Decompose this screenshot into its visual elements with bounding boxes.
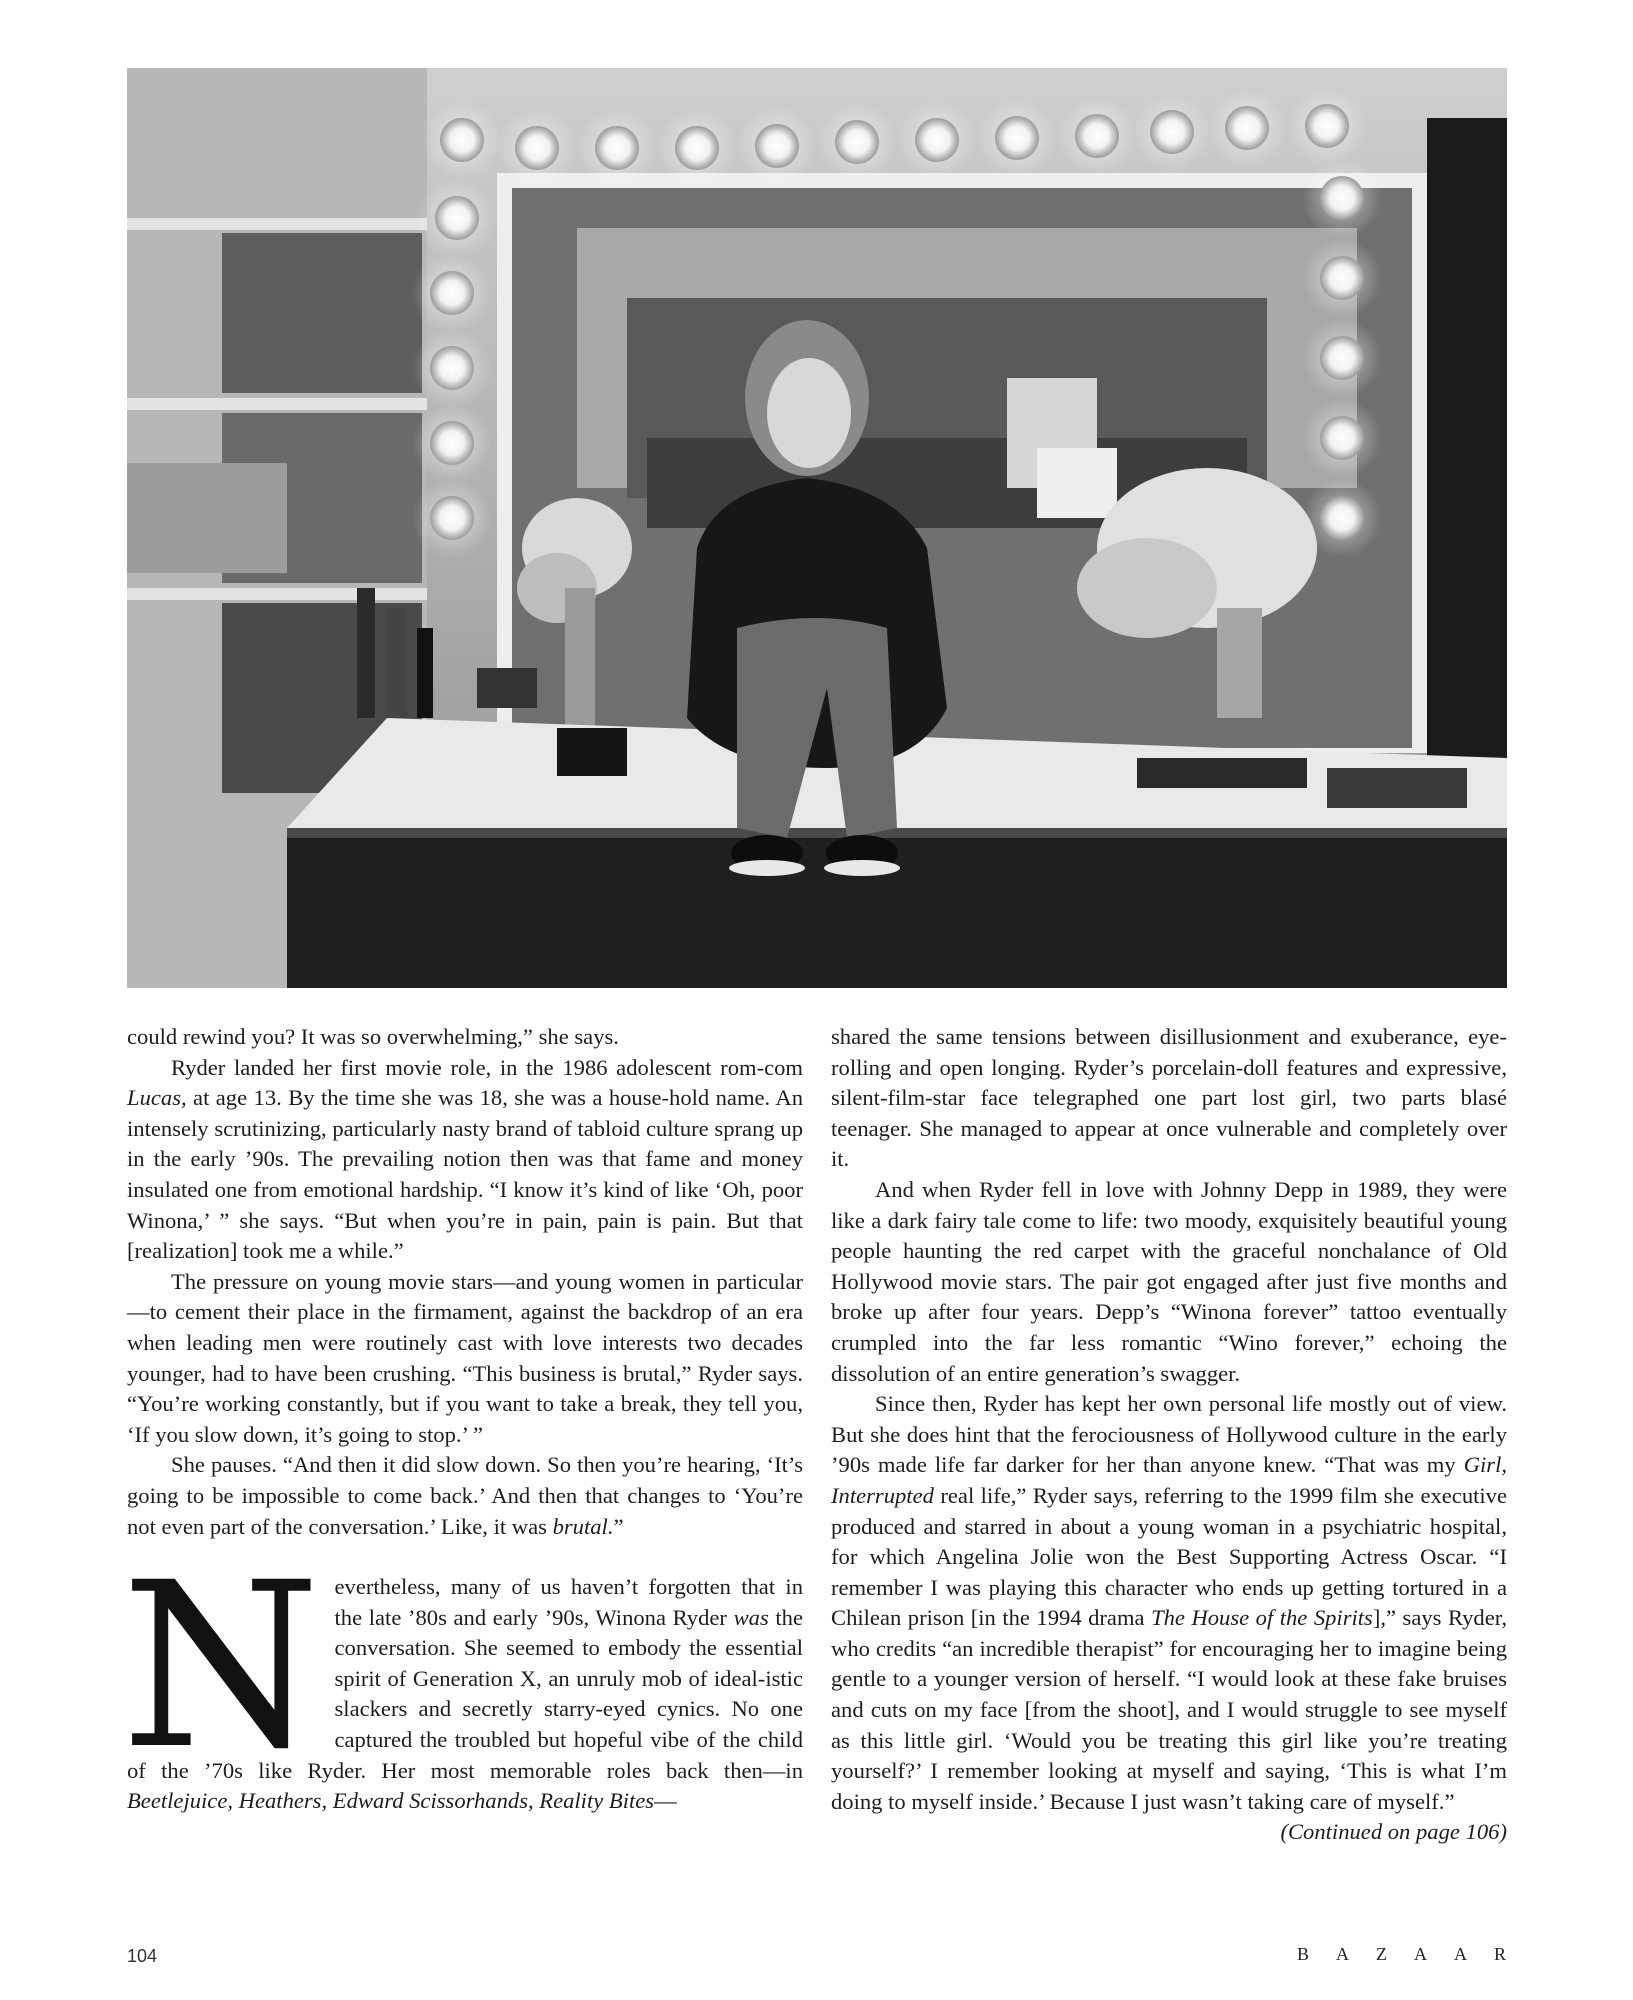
paragraph: And when Ryder fell in love with Johnny Depp in 1989, they were like a dark fairy tale come to life: two moody, exquisitely beautiful young people haunting the red carpet with the graceful nonchalance of Old Hollywood movie stars. The pair got engaged after just five months and broke up after four years. Depp’s “Winona forever” tattoo eventually crumpled into the far less romantic “Wino forever,” echoing the dissolution of an entire generation’s swagger. <box>831 1176 1507 1386</box>
article-left-column <box>121 1022 803 1817</box>
paragraph: could rewind you? It was so overwhelming,” she says. <box>127 1024 619 1049</box>
paragraph: evertheless, many of us haven’t forgotten that in the late ’80s and early ’90s, Winona Ryder was the conversation. She seemed to embody the essential spirit of Generation X, an unruly mob of ideal-istic slackers and secretly starry-eyed cynics. No one captured the troubled but hopeful vibe of the child of the ’70s like Ryder. Her most memorable roles back then—in Beetlejuice, Heathers, Edward Scissorhands, Reality Bites— <box>127 1574 803 1814</box>
brand-logo: BAZAAR <box>1296 1944 1533 1964</box>
dropcap-paragraph <box>121 1533 803 1817</box>
page-number: 104 <box>127 1946 158 1966</box>
drop-cap: N <box>121 1533 315 1800</box>
feature-photo <box>127 68 1507 988</box>
paragraph: The pressure on young movie stars—and young women in particular—to cement their place in the firmament, against the backdrop of an era when leading men were routinely cast with love interests two decades younger, had to have been crushing. “This business is brutal,” Ryder says. “You’re working constantly, but if you want to take a break, they tell you, ‘If you slow down, it’s going to stop.’ ” <box>127 1268 803 1447</box>
dressing-room-photo <box>127 68 1507 988</box>
paragraph: Since then, Ryder has kept her own personal life mostly out of view. But she does hint that the ferociousness of Hollywood culture in the early ’90s made life far darker for her than anyone knew. “That was my Girl, Interrupted real life,” Ryder says, referring to the 1999 film she executive produced and starred in about a young woman in a psychiatric hospital, for which Angelina Jolie won the Best Supporting Actress Oscar. “I remember I was playing this character who ends up getting tortured in a Chilean prison [in the 1994 drama The House of the Spirits],” says Ryder, who credits “an incredible therapist” for encouraging her to imagine being gentle to a younger version of herself. “I would look at these fake bruises and cuts on my face [from the shoot], and I would struggle to see myself as this little girl. ‘Would you be treating this girl like you’re treating yourself?’ I remember looking at myself and saying, ‘This is what I’m doing to myself inside.’ Because I just wasn’t taking care of myself.” (Continued on page 106) <box>831 1389 1507 1817</box>
paragraph: Ryder landed her first movie role, in the 1986 adolescent rom-com Lucas, at age 13. By the time she was 18, she was a house-hold name. An intensely scrutinizing, particularly nasty brand of tabloid culture sprang up in the early ’90s. The prevailing notion then was that fame and money insulated one from emotional hardship. “I know it’s kind of like ‘Oh, poor Winona,’ ” she says. “But when you’re in pain, pain is pain. But that [realization] took me a while.” <box>127 1054 803 1264</box>
paragraph: shared the same tensions between disillusionment and exuberance, eye-rolling and open longing. Ryder’s porcelain-doll features and expressive, silent-film-star face telegraphed one part lost girl, two parts blasé teenager. She managed to appear at once vulnerable and completely over it. <box>831 1024 1507 1172</box>
paragraph: She pauses. “And then it did slow down. So then you’re hearing, ‘It’s going to be impossible to come back.’ And then that changes to ‘You’re not even part of the conversation.’ Like, it was brutal.” <box>127 1452 803 1539</box>
continued-note: (Continued on page 106) <box>1280 1819 1507 1845</box>
article-right-column <box>831 1022 1507 1848</box>
